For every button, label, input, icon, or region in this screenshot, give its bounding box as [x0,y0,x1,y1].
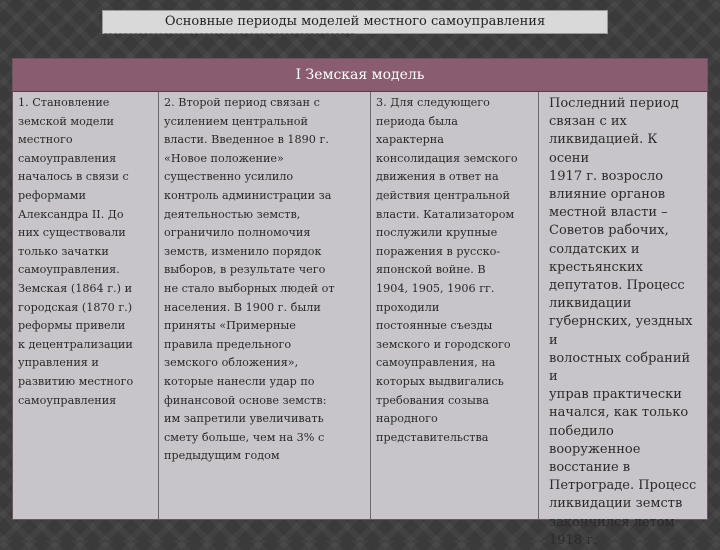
column-period-1: 1. Становление земской модели местного самоуправления началось в связи с реформами Александра II. До них существовали только зачатки самоуправления. Земская (1864 г.) и городская (1870 г.) реформы привели к децентрализации управления и развитию местного самоуправления [13,92,159,519]
column-period-3: 3. Для следующего периода была характерна консолидация земского движения в ответ на действия центральной власти. Катализатором послужили крупные поражения в русско- японской войне. В 1904, 1905, 1906 гг. проходили постоянные съезды земского и городского самоуправления, на которых выдвигались требования созыва народного представительства [371,92,539,519]
column-period-2: 2. Второй период связан с усилением центральной власти. Введенное в 1890 г. «Новое положение» существенно усилило контроль администрации за деятельностью земств, ограничило полномочия земств, изменило порядок выборов, в результате чего не стало выборных людей от населения. В 1900 г. были приняты «Примерные правила предельного земского обложения», которые нанесли удар по финансовой основе земств: им запретили увеличивать смету больше, чем на 3% с предыдущим годом [159,92,371,519]
slide-title: Основные периоды моделей местного самоуправления [102,10,608,34]
title-underline [104,33,354,35]
column-period-4: Последний период связан с их ликвидацией. К осени 1917 г. возросло влияние органов местной власти – Советов рабочих, солдатских и крестьянских депутатов. Процесс ликвидации губернских, уездных и волостных собраний и управ практически начался, как только победило вооруженное восстание в Петрограде. Процесс ликвидации земств закончился летом 1918 г. [549,96,697,548]
periods-table [12,58,708,548]
table-header: I Земская модель [13,59,707,92]
